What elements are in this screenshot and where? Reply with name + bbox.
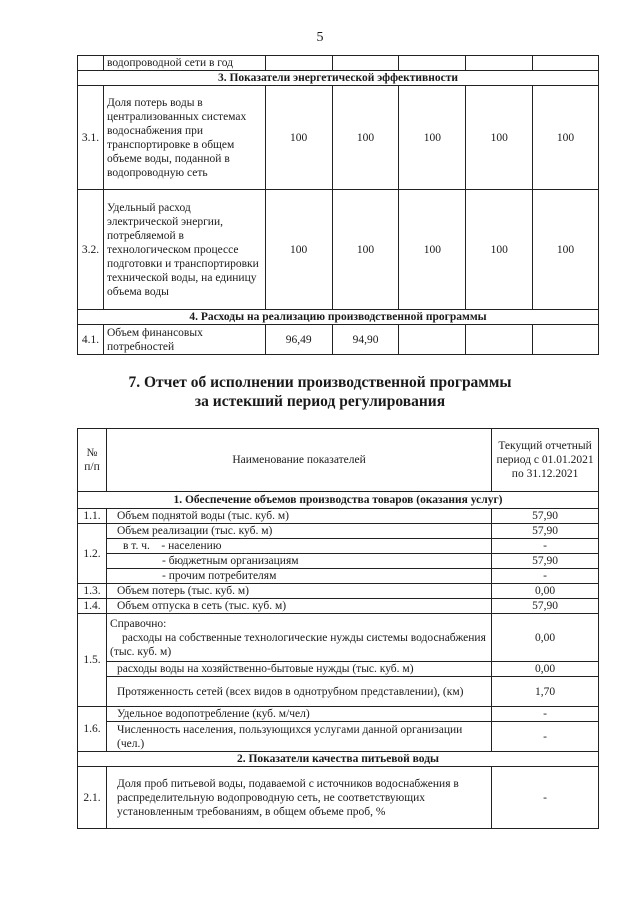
row-name: Протяженность сетей (всех видов в однотрубном представлении), (км) xyxy=(106,677,491,707)
table-row xyxy=(78,56,599,71)
table-row xyxy=(78,614,599,662)
cell-value: 96,49 xyxy=(265,325,332,355)
row-name xyxy=(106,614,491,662)
section-header xyxy=(78,752,599,767)
table-row xyxy=(78,569,599,584)
row-name: Объем потерь (тыс. куб. м) xyxy=(106,584,491,599)
table-row xyxy=(78,662,599,677)
row-number: 1.6. xyxy=(78,707,107,752)
section-header xyxy=(78,71,599,86)
col-header-name: Наименование показателей xyxy=(106,429,491,492)
report-table xyxy=(77,428,599,829)
cell-value: 100 xyxy=(399,86,466,190)
section4-title: 4. Расходы на реализацию производственной программы xyxy=(78,310,599,325)
cell-value: 100 xyxy=(466,86,533,190)
row-name: Объем реализации (тыс. куб. м) xyxy=(106,524,491,539)
page-number: 5 xyxy=(316,30,324,45)
row-name: Объем финансовых потребностей xyxy=(103,325,265,355)
table-row xyxy=(78,325,599,355)
heading-line2: за истекший период регулирования xyxy=(194,393,446,410)
table-row xyxy=(78,767,599,829)
row-name: Доля проб питьевой воды, подаваемой с источников водоснабжения в распределительную водопроводную сеть, не соответствующих установленным требованиям, в общем объеме проб, % xyxy=(106,767,491,829)
cell-value: 100 xyxy=(466,190,533,310)
cell-value: 57,90 xyxy=(492,509,599,524)
table-row xyxy=(78,677,599,707)
row-number: 1.2. xyxy=(78,524,107,584)
section-header xyxy=(78,310,599,325)
cell-value: 100 xyxy=(265,190,332,310)
indicators-table-continued xyxy=(77,55,599,355)
cell-value: 0,00 xyxy=(492,584,599,599)
cell-value: 57,90 xyxy=(492,524,599,539)
reference-text: расходы на собственные технологические нужды системы водоснабжения (тыс. куб. м) xyxy=(109,631,486,658)
table-row xyxy=(78,599,599,614)
reference-label: Справочно: xyxy=(109,617,167,630)
section7-heading xyxy=(0,373,640,411)
table-row xyxy=(78,539,599,554)
cell-value: 0,00 xyxy=(492,614,599,662)
table-row xyxy=(78,86,599,190)
cell-value: - xyxy=(492,767,599,829)
row-number: 3.2. xyxy=(78,190,104,310)
col-header-num: № п/п xyxy=(78,429,107,492)
cell-value: 100 xyxy=(332,86,399,190)
cell-value: 100 xyxy=(533,86,599,190)
table-row xyxy=(78,584,599,599)
cell-value: - xyxy=(492,539,599,554)
section-header xyxy=(78,492,599,509)
row-name: расходы воды на хозяйственно-бытовые нужды (тыс. куб. м) xyxy=(106,662,491,677)
row-name: Численность населения, пользующихся услугами данной организации (чел.) xyxy=(106,722,491,752)
row-name: Объем отпуска в сеть (тыс. куб. м) xyxy=(106,599,491,614)
table-row xyxy=(78,524,599,539)
row-name: в т. ч. - населению xyxy=(106,539,491,554)
cell-value: 57,90 xyxy=(492,554,599,569)
table-header-row xyxy=(78,429,599,492)
row-label: водопроводной сети в год xyxy=(103,56,265,71)
row-name: - бюджетным организациям xyxy=(106,554,491,569)
cell-value: 100 xyxy=(533,190,599,310)
table-row xyxy=(78,722,599,752)
cell-value: 100 xyxy=(399,190,466,310)
cell-value: 94,90 xyxy=(332,325,399,355)
row-number: 4.1. xyxy=(78,325,104,355)
row-name: Объем поднятой воды (тыс. куб. м) xyxy=(106,509,491,524)
heading-line1: 7. Отчет об исполнении производственной программы xyxy=(128,374,512,391)
table-row xyxy=(78,509,599,524)
row-name: Удельный расход электрической энергии, потребляемой в технологическом процессе подготовки и транспортировки технической воды, на единицу объема воды xyxy=(103,190,265,310)
cell-value: - xyxy=(492,707,599,722)
cell-value: 100 xyxy=(332,190,399,310)
row-name: - прочим потребителям xyxy=(106,569,491,584)
col-header-period: Текущий отчетный период с 01.01.2021 по 31.12.2021 xyxy=(492,429,599,492)
row-number: 1.1. xyxy=(78,509,107,524)
row-number: 1.5. xyxy=(78,614,107,707)
section1-title: 1. Обеспечение объемов производства товаров (оказания услуг) xyxy=(78,492,599,509)
row-name: Удельное водопотребление (куб. м/чел) xyxy=(106,707,491,722)
table-row xyxy=(78,190,599,310)
row-number: 1.3. xyxy=(78,584,107,599)
cell-value: - xyxy=(492,722,599,752)
row-name: Доля потерь воды в централизованных системах водоснабжения при транспортировке в общем объеме воды, поданной в водопроводную сеть xyxy=(103,86,265,190)
table-row xyxy=(78,554,599,569)
row-number: 1.4. xyxy=(78,599,107,614)
table-row xyxy=(78,707,599,722)
cell-value: 1,70 xyxy=(492,677,599,707)
row-number: 3.1. xyxy=(78,86,104,190)
section2-title: 2. Показатели качества питьевой воды xyxy=(78,752,599,767)
cell-value: 0,00 xyxy=(492,662,599,677)
cell-value: - xyxy=(492,569,599,584)
row-number: 2.1. xyxy=(78,767,107,829)
section3-title: 3. Показатели энергетической эффективности xyxy=(78,71,599,86)
cell-value: 100 xyxy=(265,86,332,190)
cell-value: 57,90 xyxy=(492,599,599,614)
